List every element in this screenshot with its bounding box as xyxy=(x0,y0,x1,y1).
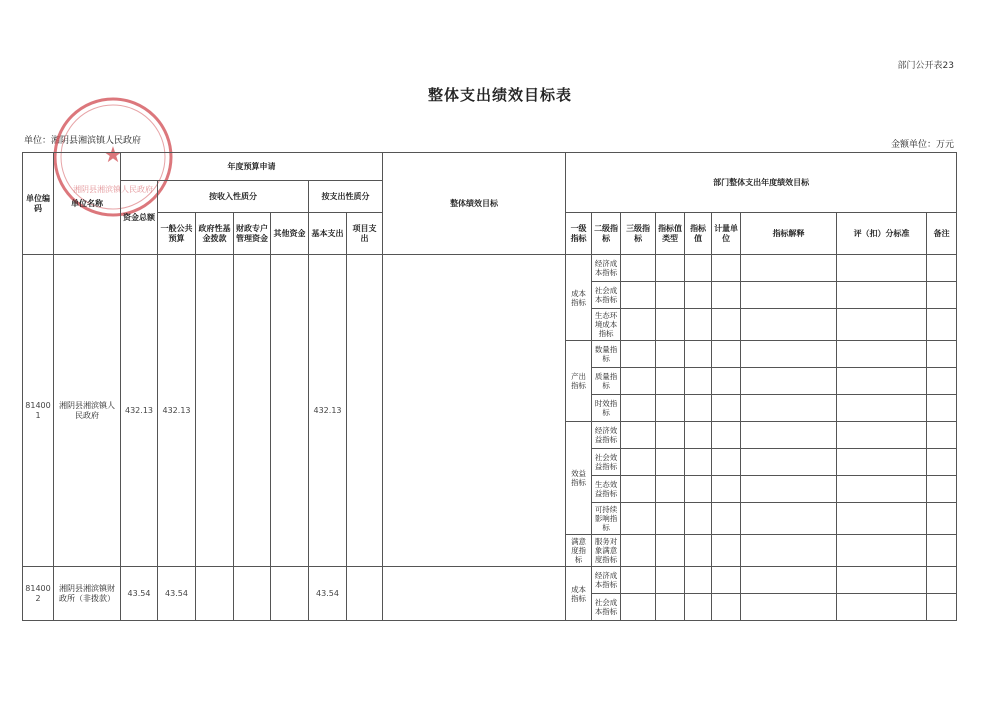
empty-cell xyxy=(927,309,957,341)
empty-cell xyxy=(685,449,712,476)
level2-cell: 时效指标 xyxy=(592,395,621,422)
col-remark: 备注 xyxy=(927,213,957,255)
empty-cell xyxy=(685,535,712,567)
page-title: 整体支出绩效目标表 xyxy=(427,86,572,104)
gov-fund-cell xyxy=(196,255,234,567)
empty-cell xyxy=(621,255,656,282)
unit-code-cell: 814002 xyxy=(23,567,54,621)
empty-cell xyxy=(927,341,957,368)
col-total: 资金总额 xyxy=(121,181,158,255)
empty-cell xyxy=(621,341,656,368)
basic-cell: 43.54 xyxy=(309,567,347,621)
empty-cell xyxy=(656,422,685,449)
empty-cell xyxy=(741,503,837,535)
empty-cell xyxy=(927,255,957,282)
overall-goal-cell xyxy=(383,255,566,567)
empty-cell xyxy=(741,567,837,594)
table-number-label: 部门公开表23 xyxy=(897,61,954,71)
empty-cell xyxy=(712,594,741,621)
level2-cell: 经济成本指标 xyxy=(592,255,621,282)
empty-cell xyxy=(837,422,927,449)
svg-text:★: ★ xyxy=(103,143,123,168)
empty-cell xyxy=(656,449,685,476)
empty-cell xyxy=(656,503,685,535)
empty-cell xyxy=(621,368,656,395)
empty-cell xyxy=(837,567,927,594)
col-other: 其他资金 xyxy=(271,213,309,255)
col-unit-name: 单位名称 xyxy=(54,153,121,255)
empty-cell xyxy=(656,567,685,594)
total-cell: 432.13 xyxy=(121,255,158,567)
empty-cell xyxy=(927,535,957,567)
empty-cell xyxy=(712,255,741,282)
empty-cell xyxy=(712,567,741,594)
empty-cell xyxy=(837,449,927,476)
empty-cell xyxy=(621,476,656,503)
empty-cell xyxy=(621,422,656,449)
empty-cell xyxy=(621,282,656,309)
general-cell: 432.13 xyxy=(158,255,196,567)
col-project: 项目支出 xyxy=(347,213,383,255)
empty-cell xyxy=(741,476,837,503)
empty-cell xyxy=(685,476,712,503)
empty-cell xyxy=(741,449,837,476)
empty-cell xyxy=(656,368,685,395)
empty-cell xyxy=(837,476,927,503)
empty-cell xyxy=(741,368,837,395)
table-row xyxy=(23,567,957,594)
empty-cell xyxy=(712,368,741,395)
col-value: 指标值 xyxy=(685,213,712,255)
empty-cell xyxy=(741,309,837,341)
empty-cell xyxy=(656,395,685,422)
empty-cell xyxy=(927,449,957,476)
col-budget-apply: 年度预算申请 xyxy=(121,153,383,181)
empty-cell xyxy=(685,594,712,621)
empty-cell xyxy=(927,594,957,621)
empty-cell xyxy=(927,422,957,449)
empty-cell xyxy=(837,309,927,341)
empty-cell xyxy=(741,341,837,368)
header-row-1 xyxy=(23,153,957,181)
other-cell xyxy=(271,255,309,567)
col-fiscal-special: 财政专户管理资金 xyxy=(234,213,271,255)
level2-cell: 经济成本指标 xyxy=(592,567,621,594)
level1-cell: 成本指标 xyxy=(566,255,592,341)
col-value-type: 指标值类型 xyxy=(656,213,685,255)
empty-cell xyxy=(927,282,957,309)
svg-text:湘阴县湘滨镇人民政府: 湘阴县湘滨镇人民政府 xyxy=(73,185,153,194)
empty-cell xyxy=(837,535,927,567)
level1-cell: 产出指标 xyxy=(566,341,592,422)
col-score: 评（扣）分标准 xyxy=(837,213,927,255)
overall-goal-cell xyxy=(383,567,566,621)
empty-cell xyxy=(837,395,927,422)
level2-cell: 可持续影响指标 xyxy=(592,503,621,535)
empty-cell xyxy=(656,341,685,368)
empty-cell xyxy=(837,368,927,395)
total-cell: 43.54 xyxy=(121,567,158,621)
empty-cell xyxy=(656,594,685,621)
empty-cell xyxy=(656,476,685,503)
empty-cell xyxy=(712,341,741,368)
empty-cell xyxy=(685,503,712,535)
col-explain: 指标解释 xyxy=(741,213,837,255)
empty-cell xyxy=(621,309,656,341)
unit-name-cell: 湘阴县湘滨镇财政所（非拨款） xyxy=(54,567,121,621)
col-basic: 基本支出 xyxy=(309,213,347,255)
empty-cell xyxy=(741,422,837,449)
empty-cell xyxy=(927,395,957,422)
empty-cell xyxy=(656,255,685,282)
col-general: 一般公共预算 xyxy=(158,213,196,255)
level2-cell: 社会效益指标 xyxy=(592,449,621,476)
table-row xyxy=(23,255,957,282)
empty-cell xyxy=(927,476,957,503)
col-overall-goal: 整体绩效目标 xyxy=(383,153,566,255)
amount-unit-label: 金额单位：万元 xyxy=(890,140,954,150)
level2-cell: 数量指标 xyxy=(592,341,621,368)
col-by-income: 按收入性质分 xyxy=(158,181,309,213)
empty-cell xyxy=(741,255,837,282)
empty-cell xyxy=(712,395,741,422)
fiscal-special-cell xyxy=(234,255,271,567)
empty-cell xyxy=(741,282,837,309)
unit-code-cell: 814001 xyxy=(23,255,54,567)
empty-cell xyxy=(837,255,927,282)
level2-cell: 生态效益指标 xyxy=(592,476,621,503)
empty-cell xyxy=(837,594,927,621)
level2-cell: 社会成本指标 xyxy=(592,594,621,621)
empty-cell xyxy=(621,395,656,422)
col-level2: 二级指标 xyxy=(592,213,621,255)
col-level1: 一级指标 xyxy=(566,213,592,255)
empty-cell xyxy=(837,341,927,368)
empty-cell xyxy=(685,422,712,449)
col-gov-fund: 政府性基金拨款 xyxy=(196,213,234,255)
level2-cell: 服务对象满意度指标 xyxy=(592,535,621,567)
fiscal-special-cell xyxy=(234,567,271,621)
empty-cell xyxy=(621,503,656,535)
level1-cell: 效益指标 xyxy=(566,422,592,535)
level1-cell: 成本指标 xyxy=(566,567,592,621)
level2-cell: 生态环境成本指标 xyxy=(592,309,621,341)
empty-cell xyxy=(656,535,685,567)
empty-cell xyxy=(741,594,837,621)
empty-cell xyxy=(685,395,712,422)
other-cell xyxy=(271,567,309,621)
project-cell xyxy=(347,255,383,567)
col-unit-code: 单位编码 xyxy=(23,153,54,255)
empty-cell xyxy=(621,567,656,594)
empty-cell xyxy=(621,594,656,621)
empty-cell xyxy=(712,476,741,503)
unit-name-cell: 湘阴县湘滨镇人民政府 xyxy=(54,255,121,567)
project-cell xyxy=(347,567,383,621)
empty-cell xyxy=(712,449,741,476)
empty-cell xyxy=(712,422,741,449)
empty-cell xyxy=(927,503,957,535)
level2-cell: 质量指标 xyxy=(592,368,621,395)
col-dept-goal: 部门整体支出年度绩效目标 xyxy=(566,153,957,213)
empty-cell xyxy=(741,395,837,422)
reporting-unit-label: 单位：湘阴县湘滨镇人民政府 xyxy=(24,136,142,146)
empty-cell xyxy=(712,535,741,567)
empty-cell xyxy=(685,368,712,395)
empty-cell xyxy=(712,282,741,309)
empty-cell xyxy=(621,535,656,567)
gov-fund-cell xyxy=(196,567,234,621)
empty-cell xyxy=(656,309,685,341)
empty-cell xyxy=(656,282,685,309)
performance-goal-table xyxy=(22,152,957,621)
empty-cell xyxy=(837,503,927,535)
empty-cell xyxy=(621,449,656,476)
empty-cell xyxy=(712,309,741,341)
col-measure-unit: 计量单位 xyxy=(712,213,741,255)
col-by-expense: 按支出性质分 xyxy=(309,181,383,213)
empty-cell xyxy=(685,282,712,309)
empty-cell xyxy=(685,341,712,368)
empty-cell xyxy=(685,309,712,341)
level1-cell: 满意度指标 xyxy=(566,535,592,567)
level2-cell: 经济效益指标 xyxy=(592,422,621,449)
empty-cell xyxy=(927,567,957,594)
general-cell: 43.54 xyxy=(158,567,196,621)
empty-cell xyxy=(685,255,712,282)
empty-cell xyxy=(712,503,741,535)
empty-cell xyxy=(741,535,837,567)
level2-cell: 社会成本指标 xyxy=(592,282,621,309)
empty-cell xyxy=(927,368,957,395)
empty-cell xyxy=(837,282,927,309)
col-level3: 三级指标 xyxy=(621,213,656,255)
basic-cell: 432.13 xyxy=(309,255,347,567)
empty-cell xyxy=(685,567,712,594)
